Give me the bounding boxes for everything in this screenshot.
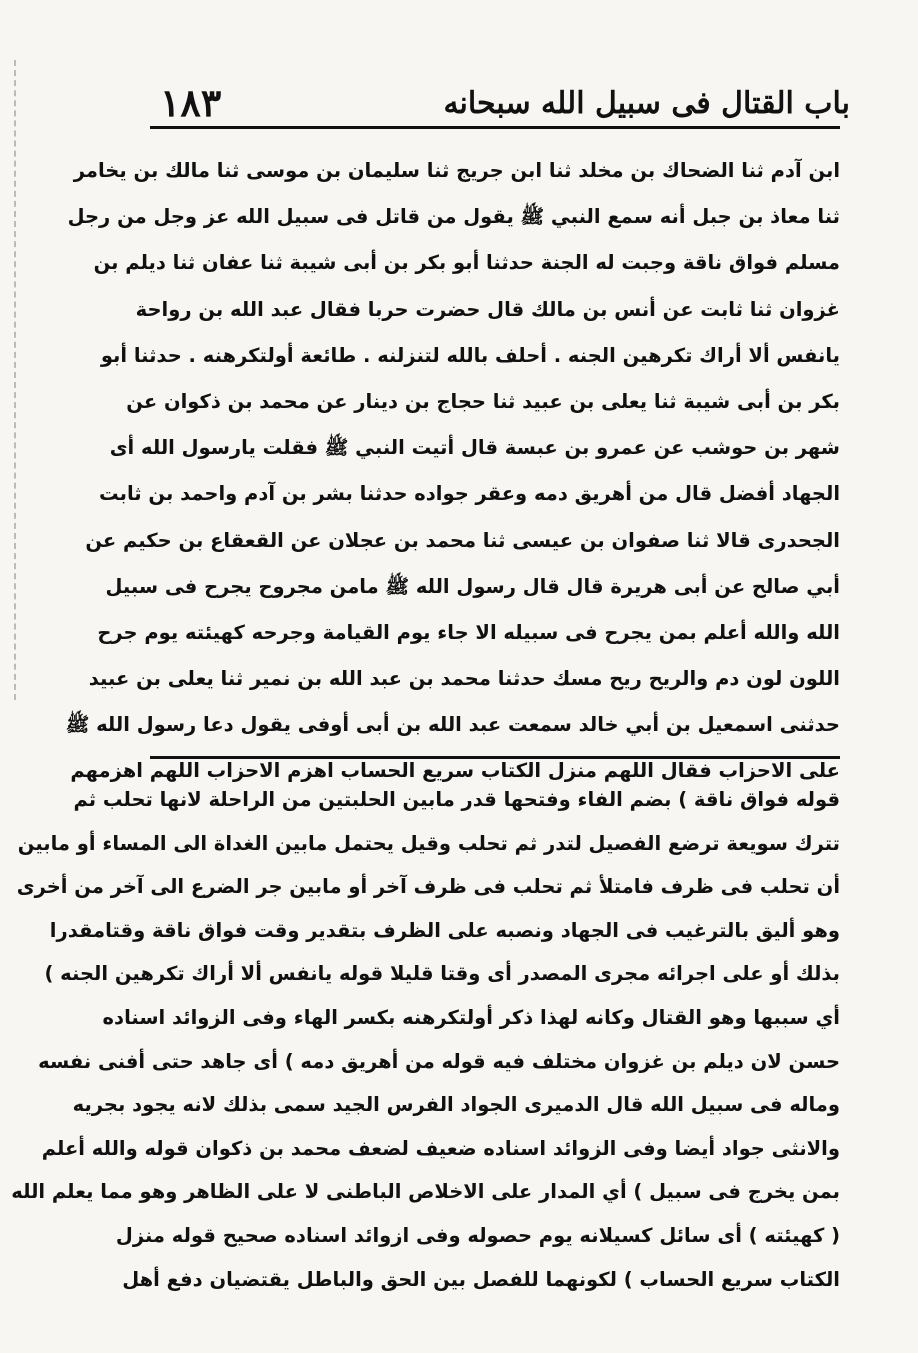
commentary-line: الكتاب سريع الحساب ) لكونهما للفصل بين الحق والباطل يقتضيان دفع أهل	[122, 1267, 840, 1291]
commentary-line: أن تحلب فى ظرف فامتلأ ثم تحلب فى ظرف آخر أو مابين جر الضرع الى آخر من أخرى	[16, 875, 840, 899]
page-header	[160, 80, 850, 130]
commentary-line: أي سببها وهو القتال وكانه لهذا ذكر أولتكرهنه بكسر الهاء وفى الزوائد اسناده	[102, 1005, 840, 1029]
text-line: بكر بن أبى شيبة ثنا يعلى بن عبيد ثنا حجاج بن دينار عن محمد بن ذكوان عن	[126, 389, 840, 413]
text-line: على الاحزاب فقال اللهم منزل الكتاب سريع الحساب اهزم الاحزاب اللهم اهزمهم	[70, 759, 840, 783]
text-line: الجهاد أفضل قال من أهريق دمه وعقر جواده حدثنا بشر بن آدم واحمد بن ثابت	[99, 482, 840, 506]
text-line: اللون لون دم والريح ريح مسك حدثنا محمد بن عبد الله بن نمير ثنا يعلى بن عبيد	[88, 667, 840, 691]
commentary-line: حسن لان ديلم بن غزوان مختلف فيه قوله من أهريق دمه ) أى جاهد حتى أفنى نفسه	[38, 1049, 840, 1073]
text-line: مسلم فواق ناقة وجبت له الجنة حدثنا أبو بكر بن أبى شيبة ثنا عفان ثنا ديلم بن	[93, 251, 840, 275]
commentary-line: ( كهيئته ) أى سائل كسيلانه يوم حصوله وفى ازوائد اسناده صحيح قوله منزل	[115, 1223, 840, 1247]
header-rule	[150, 126, 840, 129]
text-line: شهر بن حوشب عن عمرو بن عبسة قال أتيت النبي ﷺ فقلت يارسول الله أى	[109, 436, 840, 460]
text-line: غزوان ثنا ثابت عن أنس بن مالك قال حضرت حربا فقال عبد الله بن رواحة	[135, 297, 840, 321]
text-line: ثنا معاذ بن جبل أنه سمع النبي ﷺ يقول من قاتل فى سبيل الله عز وجل من رجل	[67, 205, 840, 229]
text-line: حدثنى اسمعيل بن أبي خالد سمعت عبد الله بن أبى أوفى يقول دعا رسول الله ﷺ	[65, 713, 840, 737]
commentary-line: تترك سويعة ترضع الفصيل لتدر ثم تحلب وقيل يحتمل مابين الغداة الى المساء أو مابين	[17, 831, 840, 855]
text-line: يانفس ألا أراك تكرهين الجنه . أحلف بالله لتنزلنه . طائعة أولتكرهنه . حدثنا أبو	[100, 343, 840, 367]
commentary-line: قوله فواق ناقة ) بضم الفاء وفتحها قدر مابين الحلبتين من الراحلة لانها تحلب ثم	[73, 788, 840, 811]
commentary-line: وهو أليق بالترغيب فى الجهاد ونصبه على الظرف بتقدير وقت فواق ناقة وقتامقدرا	[49, 918, 840, 942]
margin-fold-mark	[14, 60, 18, 700]
hadith-text	[65, 148, 840, 795]
commentary-line: وماله فى سبيل الله قال الدميرى الجواد الفرس الجيد سمى بذلك لانه يجود بجريه	[72, 1093, 840, 1117]
section-divider	[150, 756, 840, 759]
text-line: الجحدرى قالا ثنا صفوان بن عيسى ثنا محمد بن عجلان عن القعقاع بن حكيم عن	[85, 528, 840, 552]
commentary-text	[11, 778, 840, 1301]
text-line: الله والله أعلم بمن يجرح فى سبيله الا جاء يوم القيامة وجرحه كهيئته يوم جرح	[97, 620, 840, 644]
text-line: أبي صالح عن أبى هريرة قال قال رسول الله ﷺ مامن مجروح يجرح فى سبيل	[105, 574, 840, 598]
commentary-line: بمن يخرج فى سبيل ) أي المدار على الاخلاص الباطنى لا على الظاهر وهو مما يعلم الله	[11, 1180, 840, 1204]
commentary-line: بذلك أو على اجرائه مجرى المصدر أى وقتا قليلا قوله يانفس ألا أراك تكرهين الجنه )	[44, 962, 840, 986]
commentary-line: والانثى جواد أيضا وفى الزوائد اسناده ضعيف لضعف محمد بن ذكوان قوله والله أعلم	[41, 1136, 840, 1160]
text-line: ابن آدم ثنا الضحاك بن مخلد ثنا ابن جريج ثنا سليمان بن موسى ثنا مالك بن يخامر	[73, 159, 840, 182]
chapter-title: باب القتال فى سبيل الله سبحانه	[443, 86, 850, 121]
page-number: ١٨٣	[160, 80, 222, 125]
